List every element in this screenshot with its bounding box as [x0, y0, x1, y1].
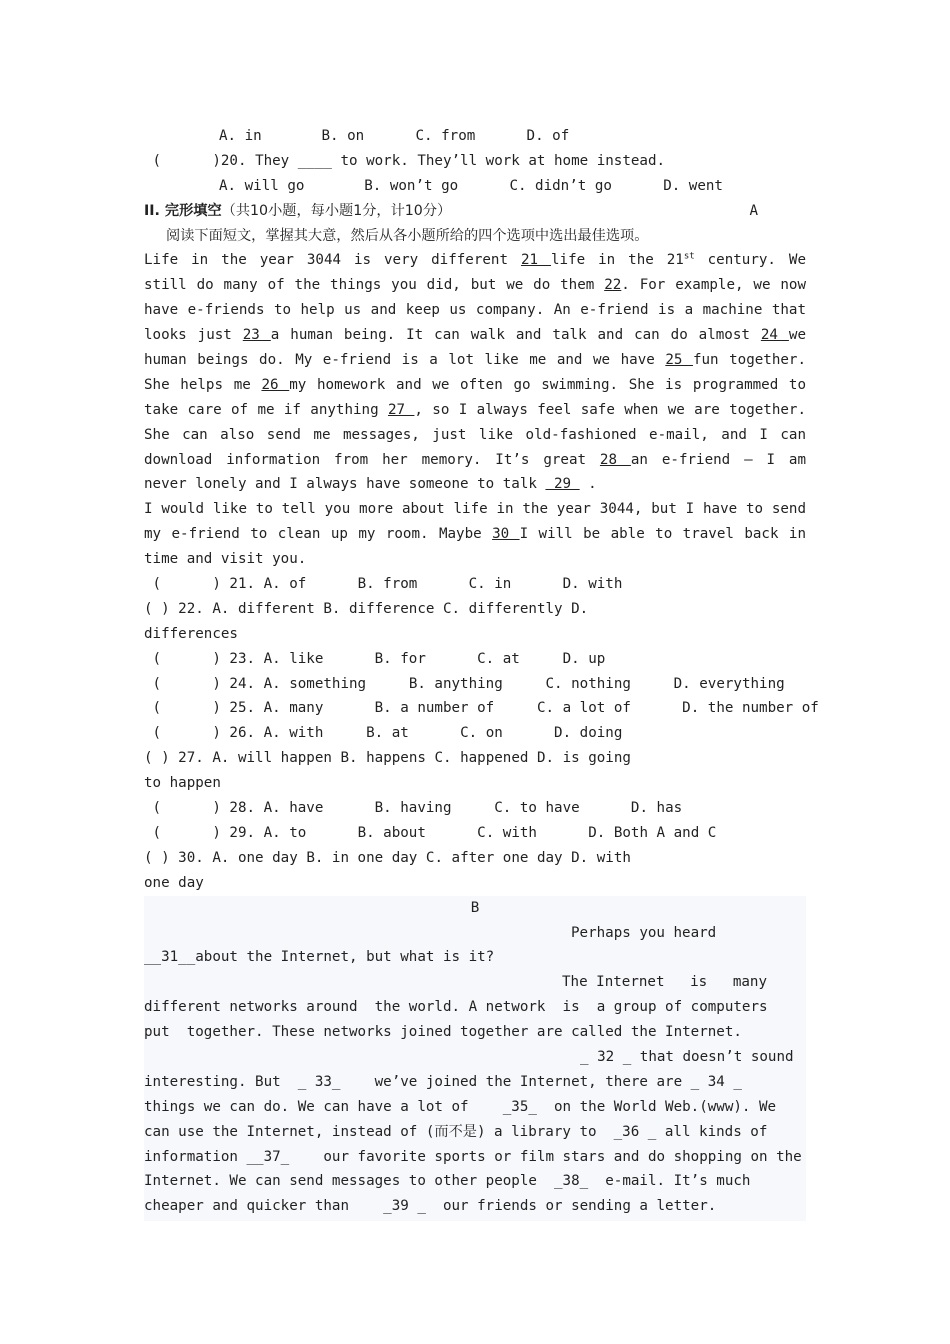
question-27-wrap: to happen	[144, 775, 221, 792]
question-21: ( ) 21. A. of B. from C. in D. with	[144, 576, 623, 593]
question-27: ( ) 27. A. will happen B. happens C. happened D. is going	[144, 750, 631, 767]
passage-b-line-2: __31__about the Internet, but what is it?	[144, 949, 495, 966]
passage-a-line-3: have e-friends to help us and keep us company. An e-friend is a machine that	[144, 302, 806, 319]
passage-b-label: B	[470, 899, 480, 916]
q20-option-a: A. will go	[219, 177, 305, 194]
question-30-wrap: one day	[144, 874, 204, 891]
passage-b-line-10: information __37_ our favorite sports or film stars and do shopping on the	[144, 1148, 802, 1165]
passage-a-line-8: She can also send me messages, just like old-fashioned e-mail, and I can	[144, 426, 806, 443]
passage-a-line-11: I would like to tell you more about life in the year 3044, but I have to send	[144, 501, 806, 518]
passage-a-line-5: human beings do. My e-friend is a lot like me and we have 25 fun together.	[144, 352, 807, 369]
passage-a-line-2: still do many of the things you did, but we do them 22. For example, we now	[144, 277, 806, 294]
q20-stem: ( )20. They ____ to work. They’ll work at home instead.	[152, 152, 666, 169]
q19-option-d: D. of	[526, 128, 570, 144]
passage-a-line-12: my e-friend to clean up my room. Maybe 30 I will be able to travel back in	[144, 526, 806, 543]
q19-option-b: B. on	[321, 128, 365, 144]
passage-a-line-9: download information from her memory. It’s great 28 an e-friend – I am	[144, 451, 806, 468]
question-25: ( ) 25. A. many B. a number of C. a lot of D. the number of	[144, 700, 819, 717]
passage-b-line-1: Perhaps you heard	[571, 924, 717, 941]
passage-b-line-4: different networks around the world. A network is a group of computers	[144, 999, 768, 1016]
question-26: ( ) 26. A. with B. at C. on D. doing	[144, 725, 623, 742]
question-22: ( ) 22. A. different B. difference C. differently D.	[144, 600, 589, 617]
document-page	[144, 124, 819, 1219]
section-2-meta: （共10小题，每小题1分，计10分）	[221, 202, 452, 219]
passage-b-line-9: can use the Internet, instead of (而不是) a library to _36 _ all kinds of	[144, 1123, 768, 1140]
passage-a-line-7: take care of me if anything 27 , so I always feel safe when we are together.	[144, 401, 807, 418]
passage-b-line-3: The Internet is many	[562, 974, 767, 991]
passage-a-line-10: never lonely and I always have someone to talk 29 .	[144, 476, 597, 493]
question-30: ( ) 30. A. one day B. in one day C. after one day D. with	[144, 849, 631, 866]
passage-a-line-1: Life in the year 3044 is very different 21 life in the 21st century. We	[144, 251, 807, 269]
q20-option-c: C. didn’t go	[509, 177, 612, 194]
question-22-wrap: differences	[144, 625, 238, 642]
passage-b-line-6: _ 32 _ that doesn’t sound	[580, 1048, 794, 1065]
passage-b-line-5: put together. These networks joined together are called the Internet.	[144, 1024, 742, 1041]
passage-a-label: A	[749, 202, 758, 219]
question-23: ( ) 23. A. like B. for C. at D. up	[144, 650, 606, 667]
section-2-title: II. 完形填空	[144, 202, 222, 219]
q20-options	[144, 174, 806, 199]
passage-b-line-7: interesting. But _ 33_ we’ve joined the Internet, there are _ 34 _	[144, 1073, 742, 1090]
q20-option-b: B. won’t go	[364, 177, 459, 194]
question-24: ( ) 24. A. something B. anything C. nothing D. everything	[144, 675, 785, 692]
q20-stem-text: They ____ to work. They’ll work at home instead.	[255, 152, 666, 169]
passage-b-line-8: things we can do. We can have a lot of _35_ on the World Web.(www). We	[144, 1098, 777, 1115]
q20-option-d: D. went	[663, 177, 723, 194]
question-28: ( ) 28. A. have B. having C. to have D. has	[144, 800, 683, 817]
section-2-header	[144, 199, 806, 224]
q19-option-a: A. in	[219, 128, 262, 144]
passage-a-line-13: time and visit you.	[144, 551, 307, 568]
passage-b-line-12: cheaper and quicker than _39 _ our friends or sending a letter.	[144, 1198, 717, 1215]
q19-options	[144, 124, 806, 149]
passage-a-line-4: looks just 23 a human being. It can walk and talk and can do almost 24 we	[144, 327, 806, 344]
section-2-instruction: 阅读下面短文，掌握其大意，然后从各小题所给的四个选项中选出最佳选项。	[166, 227, 649, 244]
q19-option-c: C. from	[415, 128, 476, 144]
passage-b-line-11: Internet. We can send messages to other people _38_ e-mail. It’s much	[144, 1173, 751, 1190]
question-29: ( ) 29. A. to B. about C. with D. Both A and C	[144, 824, 717, 841]
passage-a-line-6: She helps me 26 my homework and we often go swimming. She is programmed to	[144, 376, 806, 393]
